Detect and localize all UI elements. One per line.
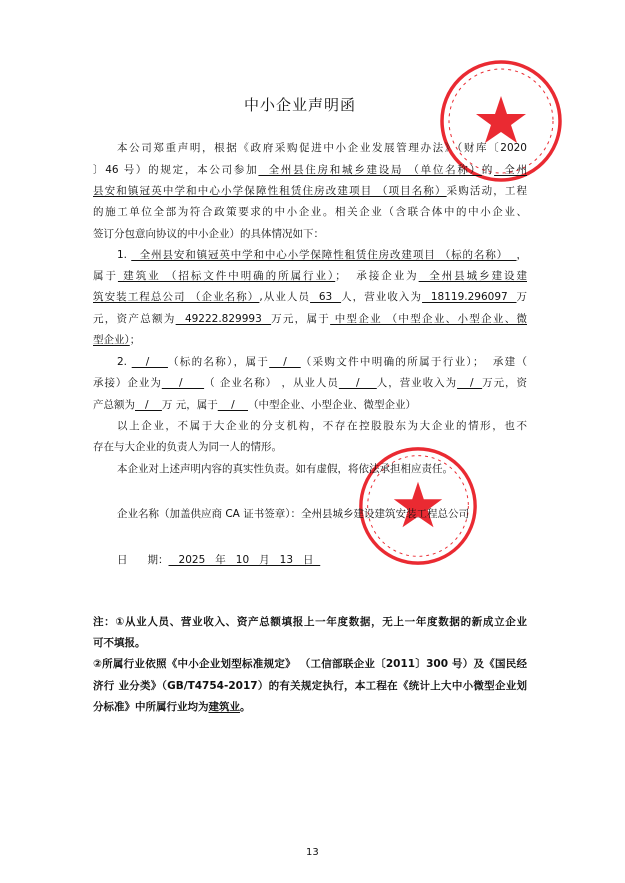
signature-date-line: [117, 552, 551, 568]
text-segment: 万元，资: [482, 377, 528, 389]
page-title: 中小企业声明函: [243, 96, 356, 114]
text-segment: ； 承接企业为: [335, 270, 419, 282]
text-line-p1-l2: [93, 162, 527, 178]
text-segment: 本企业对上述声明内容的真实性负责。如有虚假，将依法承担相应责任。: [117, 463, 453, 475]
text-segment: 以上企业，不属于大企业的分支机构，不存在控股股东为大企业的情形，也不: [117, 420, 527, 432]
filled-field: 49222.829993: [175, 313, 272, 325]
signature-label: 企业名称（加盖供应商 CA 证书签章）：: [117, 508, 301, 520]
filled-field: 全州县安和镇冠英中学和中心小学保障性租赁住房改建项目 （标的名称）: [131, 249, 517, 261]
text-line-i1-l4: [93, 311, 527, 327]
filled-field: /: [457, 377, 483, 389]
filled-field: /: [161, 377, 205, 389]
text-line-i2-l3: [93, 397, 527, 413]
text-line-i1-l1: [117, 247, 527, 263]
text-segment: 注：①从业人员、营业收入、资产总额填报上一年度数据，无上一年度数据的新成立企业: [93, 616, 527, 628]
text-line-n4: [93, 678, 527, 694]
filled-field: /: [269, 356, 301, 368]
text-segment: ，: [516, 249, 528, 261]
text-line-n5: [93, 699, 527, 715]
filled-field: 型企业）: [93, 334, 130, 346]
text-segment: 2.: [117, 356, 132, 368]
text-line-i1-l3: [93, 289, 527, 305]
text-segment: 签订分包意向协议的中小企业）的具体情况如下：: [93, 228, 324, 240]
text-segment: 济行 业分类》（GB/T4754-2017）的有关规定执行，本工程在《统计上大中小微型企业划: [93, 680, 527, 692]
text-segment: 可不填报。: [93, 637, 146, 649]
filled-field: 中型企业 （中型企业、小型企业、微: [330, 313, 527, 325]
text-line-p3-l1: [117, 461, 527, 477]
text-segment: ②所属行业依照《中小企业划型标准规定》 （工信部联企业〔2011〕300 号）及《国民经: [93, 658, 527, 670]
text-segment: 人，营业收入为: [341, 291, 423, 303]
text-segment: 采购活动，工程: [446, 185, 527, 197]
signature-company: 全州县城乡建设建筑安装工程总公司: [300, 508, 469, 520]
text-line-i1-l5: [93, 332, 527, 348]
text-line-n2: [93, 635, 527, 651]
filled-field: 全州: [494, 164, 528, 176]
text-segment: ,从业人员: [259, 291, 311, 303]
text-segment: 万: [516, 291, 527, 303]
text-segment: ；: [129, 334, 141, 346]
text-segment: 本公司郑重声明，根据《政府采购促进中小企业发展管理办法》（财库〔2020: [117, 142, 527, 154]
text-segment: 的施工单位全部为符合政策要求的中小企业。相关企业（含联合体中的中小企业、: [93, 206, 527, 218]
text-segment: 的: [481, 164, 495, 176]
filled-field: 63: [310, 291, 342, 303]
date-label: 日 期：: [117, 554, 169, 566]
filled-field: 筑安装工程总公司 （企业名称）: [93, 291, 260, 303]
text-line-p1-l4: [93, 204, 527, 220]
filled-field: 全州县城乡建设建: [418, 270, 527, 282]
text-line-n3: [93, 656, 527, 672]
text-segment: 。: [240, 701, 251, 713]
text-segment: （ 企业名称） ，从业人员: [204, 377, 339, 389]
text-segment: 万元，属于: [271, 313, 331, 325]
text-line-p1-l3: [93, 183, 527, 199]
text-segment: 承接）企业为: [93, 377, 162, 389]
filled-field: 18119.296097: [422, 291, 517, 303]
signature-company-line: [117, 506, 537, 522]
filled-field: /: [217, 399, 248, 411]
text-line-p1-l1: [117, 140, 527, 156]
filled-field: 建筑业: [208, 701, 240, 713]
page-number: 13: [306, 847, 319, 858]
filled-field: 全州县住房和城乡建设局 （单位名称）: [258, 164, 482, 176]
text-segment: 〕46 号）的规定，本公司参加: [93, 164, 259, 176]
text-segment: （采购文件中明确的所属于行业）； 承建（: [300, 356, 527, 368]
filled-field: /: [338, 377, 377, 389]
text-segment: 人，营业收入为: [376, 377, 458, 389]
filled-field: 县安和镇冠英中学和中心小学保障性租赁住房改建项目 （项目名称）: [93, 185, 447, 197]
text-segment: 属于: [93, 270, 118, 282]
text-line-i2-l1: [117, 354, 527, 370]
date-value: 2025 年 10 月 13 日: [168, 554, 321, 566]
text-segment: 1.: [117, 249, 132, 261]
text-line-p2-l1: [117, 418, 527, 434]
text-line-n1: [93, 614, 527, 630]
text-segment: 产总额为: [93, 399, 135, 411]
text-segment: （标的名称），属于: [167, 356, 270, 368]
filled-field: /: [131, 356, 168, 368]
text-segment: 万 元，属于: [161, 399, 218, 411]
text-segment: 存在与大企业的负责人为同一人的情形。: [93, 441, 282, 453]
text-line-i2-l2: [93, 375, 527, 391]
text-line-p1-l5: [93, 226, 527, 242]
text-segment: （中型企业、小型企业、微型企业）: [248, 399, 416, 411]
text-segment: 元，资产总额为: [93, 313, 176, 325]
text-segment: 分标准》中所属行业均为: [93, 701, 209, 713]
text-line-p2-l2: [93, 439, 527, 455]
text-line-i1-l2: [93, 268, 527, 284]
filled-field: 建筑业 （招标文件中明确的所属行业）: [117, 270, 336, 282]
filled-field: /: [135, 399, 162, 411]
